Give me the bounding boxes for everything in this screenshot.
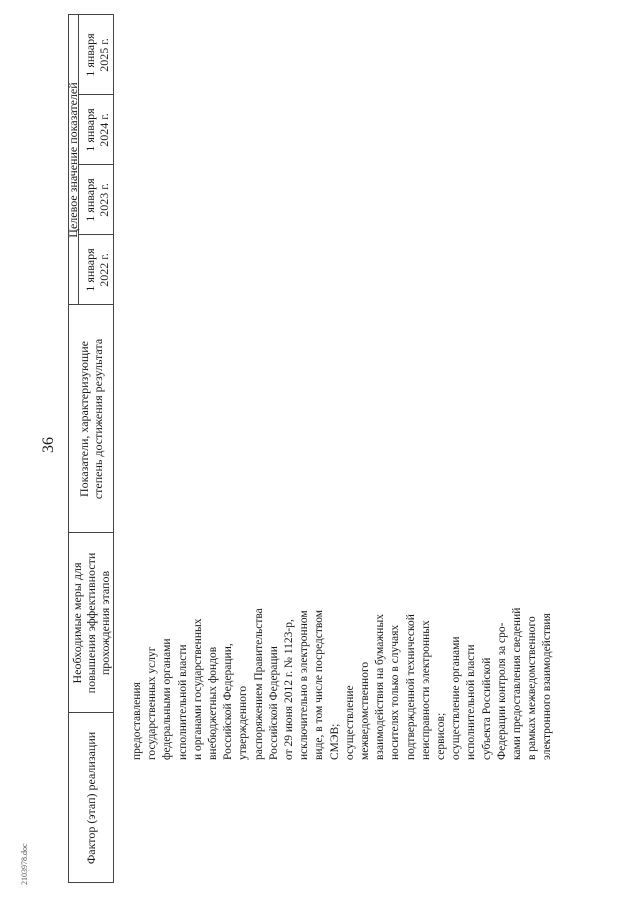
measures-text-line: от 29 июня 2012 г. № 1123-р, [283, 619, 296, 760]
year-2023-line2: 2023 г. [97, 183, 111, 217]
measures-text-line: федеральными органами [161, 638, 174, 760]
measures-text-line: Российской Федерации [267, 646, 280, 760]
measures-cell-text [130, 360, 556, 760]
header-indicators-line2: степень достижения результата [91, 338, 105, 500]
year-2025-line2: 2025 г. [97, 38, 111, 72]
header-bottom-border [113, 15, 114, 883]
header-indicators-line1: Показатели, характеризующие [77, 341, 91, 497]
measures-text-line: сервисов; [435, 712, 448, 760]
header-measures-line1: Необходимые меры для [70, 562, 84, 684]
measures-text-line: ками предоставления сведений [511, 607, 524, 760]
measures-text-line: электронного взаимодействия [541, 613, 554, 760]
measures-text-line: межведомственного [359, 661, 372, 760]
header-measures-line2: повышения эффективности [84, 552, 98, 694]
page-number: 36 [40, 437, 57, 453]
header-year-2025 [83, 15, 111, 95]
year-2024-line1: 1 января [83, 108, 97, 152]
year-2022-line1: 1 января [83, 248, 97, 292]
measures-text-line: субъекта Российской [480, 657, 493, 760]
header-year-2022 [83, 235, 111, 305]
header-year-2024 [83, 95, 111, 165]
header-factor: Фактор (этап) реализации [84, 731, 98, 865]
measures-text-line: в рамках межведомственного [526, 616, 539, 760]
measures-text-line: взаимодействия на бумажных [374, 614, 387, 760]
measures-text-line: исполнительной власти [465, 644, 478, 760]
year-2024-line2: 2024 г. [97, 113, 111, 147]
measures-text-line: исполнительной власти [176, 644, 189, 760]
header-target-group: Целевое значение показателей [66, 82, 80, 238]
measures-text-line: носителях только в случаях [389, 624, 402, 760]
year-2022-line2: 2022 г. [97, 253, 111, 287]
measures-text-line: СМЭВ; [328, 723, 341, 760]
measures-text-line: виде, в том числе посредством [313, 609, 326, 760]
year-2023-line1: 1 января [83, 178, 97, 222]
header-year-2023 [83, 165, 111, 235]
measures-text-line: осуществление [343, 685, 356, 760]
measures-text-line: Федерации контроля за сро- [495, 622, 508, 760]
year-2025-line1: 1 января [83, 33, 97, 77]
measures-text-line: внебюджетных фондов [207, 646, 220, 760]
measures-text-line: осуществление органами [450, 636, 463, 760]
measures-text-line: государственных услуг [146, 646, 159, 760]
measures-text-line: и органами государственных [191, 618, 204, 760]
measures-text-line: утвержденного [237, 685, 250, 760]
measures-text-line: предоставления [131, 682, 143, 760]
header-measures [70, 533, 112, 713]
measures-text-line: распоряжением Правительства [252, 608, 265, 760]
header-measures-line3: прохождения этапов [98, 570, 112, 676]
document-id: 2103978.doc [20, 843, 29, 885]
measures-text-line: неисправности электронных [419, 620, 432, 760]
header-indicators [77, 305, 105, 533]
measures-text-line: Российской Федерации, [222, 643, 235, 760]
measures-text-line: исключительно в электронном [298, 610, 311, 760]
measures-text-line: подтвержденной технической [404, 614, 417, 760]
